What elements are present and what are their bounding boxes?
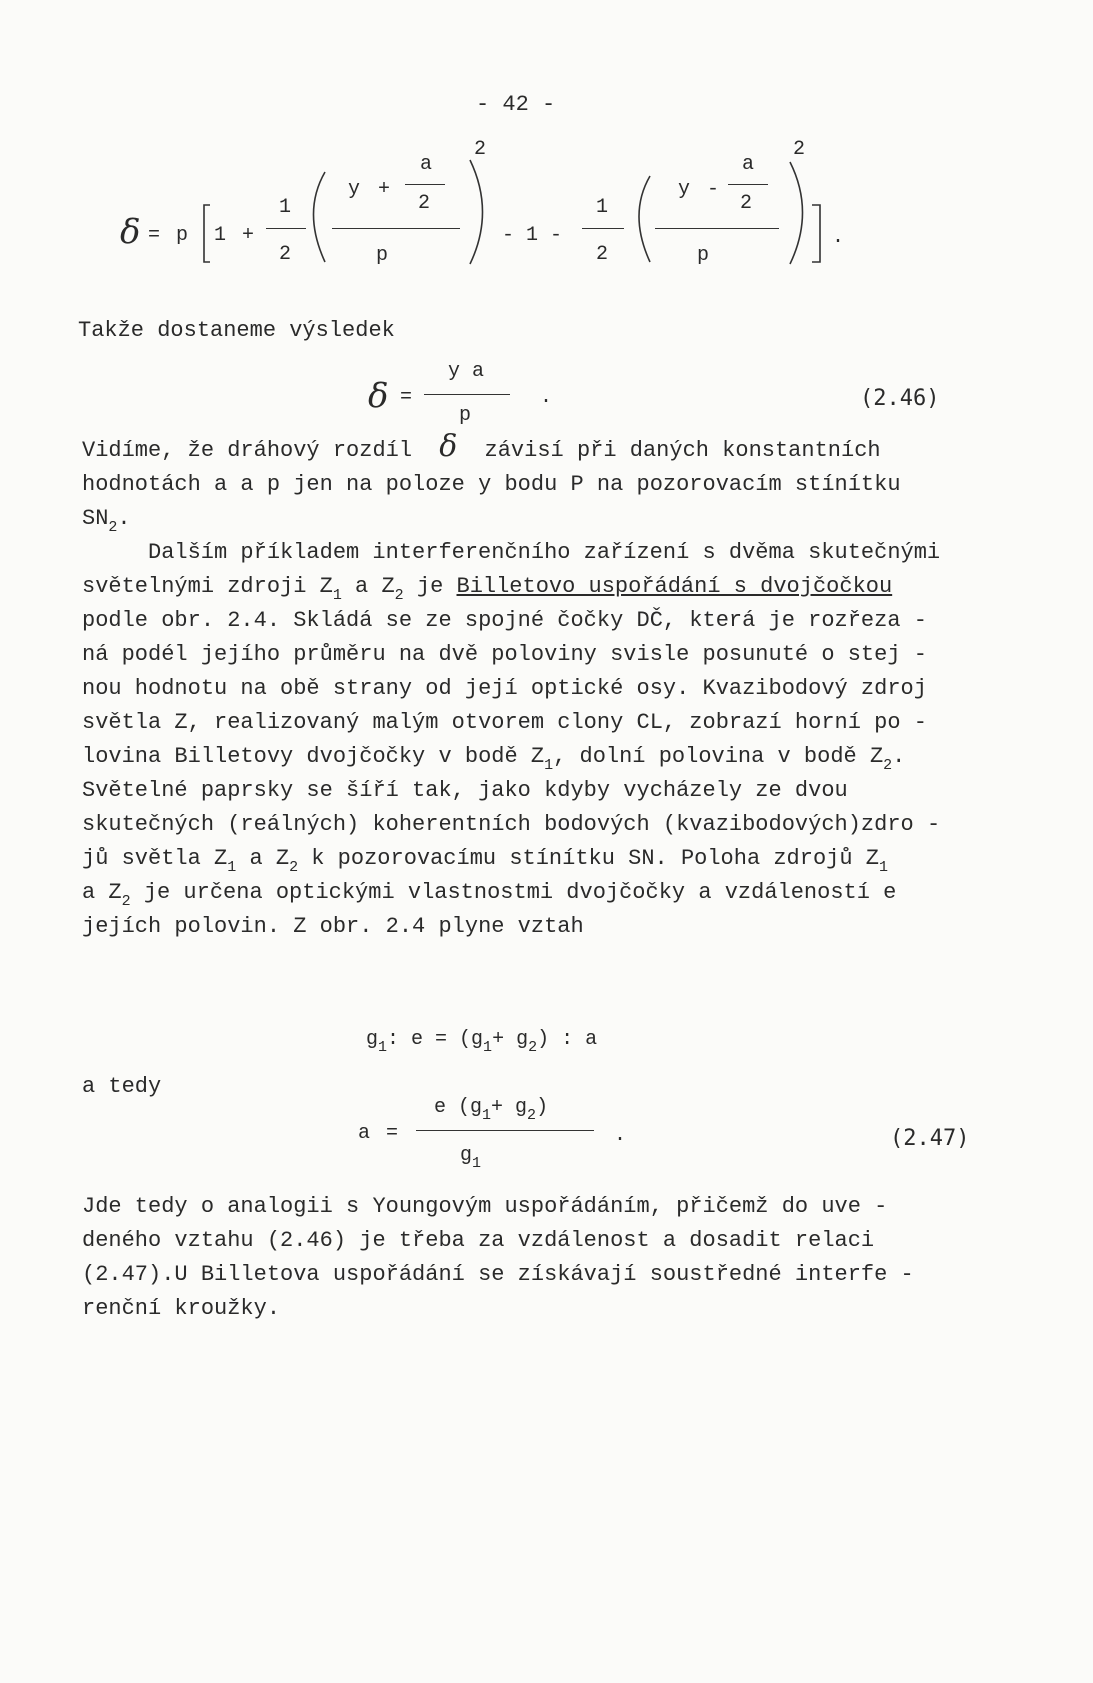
para2-line10c: k pozorovacímu stínítku SN. Poloha zdrojů Z (298, 846, 879, 871)
equation-brackets (0, 0, 1093, 300)
denominator-246: p (459, 404, 472, 427)
para1-line1b: závisí při daných konstantních (484, 438, 881, 463)
para2-line7c: . (892, 744, 906, 769)
equation-label-247: (2.47) (890, 1126, 970, 1151)
equation-ratio (366, 1028, 598, 1056)
para2-line7a: lovina Billetovy dvojčočky v bodě Z (82, 744, 545, 769)
half2-denominator: 2 (596, 243, 609, 266)
para2-line8: Světelné paprsky se šíří tak, jako kdyby vycházely ze dvou (82, 778, 848, 803)
delta-symbol: δ (120, 212, 141, 252)
num-247-sub1: 1 (482, 1107, 492, 1124)
half-denominator: 2 (279, 243, 292, 266)
num-247-plus: + g (491, 1096, 528, 1119)
para1-line2: hodnotách a a p jen na poloze y bodu P na pozorovacím stínítku (82, 472, 901, 497)
paragraph-1 (82, 430, 1042, 536)
para2-line10a: jů světla Z (82, 846, 228, 871)
ratio-sub2: 2 (528, 1039, 538, 1056)
para3-line4: renční kroužky. (82, 1296, 281, 1321)
ratio-rest: : e = (g (387, 1028, 484, 1051)
half-fraction-bar (266, 228, 306, 229)
exponent-2: 2 (793, 138, 806, 161)
para1-line3: SN (82, 506, 109, 531)
para2-line7-sub1: 1 (544, 757, 554, 774)
para2-line2b: a Z (341, 574, 395, 599)
den-247-g: g (460, 1144, 473, 1167)
para2-line9: skutečných (reálných) koherentních bodových (kvazibodových)zdro - (82, 812, 941, 837)
numerator-246: y a (448, 360, 485, 383)
num-247-end: ) (536, 1096, 549, 1119)
var-a: a (420, 153, 433, 176)
var-y: y (348, 178, 361, 201)
page-number: - 42 - (476, 92, 556, 117)
para2-line2a: světelnými zdroji Z (82, 574, 333, 599)
var-a-247: a (358, 1122, 371, 1145)
fraction-bar-246 (424, 394, 510, 395)
para3-line2: deného vztahu (2.46) je třeba za vzdálenost a dosadit relaci (82, 1228, 875, 1253)
delta-symbol-246: δ (368, 376, 389, 416)
para1-line3-sub: 2 (108, 519, 118, 536)
para2-line11a: a Z (82, 880, 122, 905)
ratio-plus: + g (492, 1028, 529, 1051)
minus-inner: - (707, 178, 720, 201)
exponent-1: 2 (474, 138, 487, 161)
ratio-g1-sub: 1 (378, 1039, 388, 1056)
denominator-247 (460, 1144, 482, 1172)
ratio-sub1: 1 (483, 1039, 493, 1056)
equals-sign: = (148, 224, 161, 247)
p-denominator: p (376, 244, 389, 267)
dot-247: . (614, 1124, 627, 1147)
para2-line10b: a Z (236, 846, 290, 871)
dot-246: . (540, 386, 553, 409)
numerator-247 (434, 1096, 549, 1124)
minus-one-minus: - 1 - (502, 224, 563, 247)
billetovo-underlined: Billetovo uspořádání s dvojčočkou (456, 574, 893, 599)
para2-line12: jejích polovin. Z obr. 2.4 plyne vztah (82, 914, 584, 939)
half2-numerator: 1 (596, 196, 609, 219)
para1-line3-end: . (117, 506, 131, 531)
para2-line5: nou hodnotu na obě strany od její optické osy. Kvazibodový zdroj (82, 676, 927, 701)
text-a-tedy: a tedy (82, 1074, 162, 1099)
equals-247: = (386, 1122, 399, 1145)
para2-line2c: je (403, 574, 457, 599)
a-half-bar (405, 184, 445, 185)
var-a2: a (742, 153, 755, 176)
para2-line7-sub2: 2 (883, 757, 893, 774)
num-247-a: e (g (434, 1096, 483, 1119)
a2-half-bar (728, 184, 768, 185)
para2-line1: Dalším příkladem interferenčního zařízení s dvěma skutečnými (148, 540, 941, 565)
para2-line11b: je určena optickými vlastnostmi dvojčočky a vzdáleností e (130, 880, 897, 905)
plus-inner: + (378, 178, 391, 201)
den-247-sub: 1 (472, 1155, 482, 1172)
para3-line1: Jde tedy o analogii s Youngovým uspořádáním, přičemž do uve - (82, 1194, 888, 1219)
a-half-den: 2 (418, 192, 431, 215)
num-247-sub2: 2 (527, 1107, 537, 1124)
para2-line6: světla Z, realizovaný malým otvorem clony CL, zobrazí horní po - (82, 710, 927, 735)
paragraph-2 (82, 536, 1042, 944)
term-one: 1 (214, 224, 227, 247)
main-fraction-bar-2 (655, 228, 779, 229)
plus-sign: + (242, 224, 255, 247)
para2-line3: podle obr. 2.4. Skládá se ze spojné čočky DČ, která je rozřeza - (82, 608, 927, 633)
para2-line10-sub3: 1 (878, 859, 888, 876)
paragraph-3 (82, 1190, 1042, 1326)
para1-line1a: Vidíme, že dráhový rozdíl (82, 438, 413, 463)
fraction-bar-247 (416, 1130, 594, 1131)
var-p: p (176, 224, 189, 247)
ratio-g1: g (366, 1028, 379, 1051)
para2-line2-sub1: 1 (332, 587, 342, 604)
equation-end-dot: . (832, 226, 845, 249)
var-y2: y (678, 178, 691, 201)
para2-line7b: , dolní polovina v bodě Z (553, 744, 884, 769)
text-takze: Takže dostaneme výsledek (78, 318, 395, 343)
equals-246: = (400, 386, 413, 409)
para2-line10-sub1: 1 (227, 859, 237, 876)
para2-line10-sub2: 2 (289, 859, 299, 876)
para2-line11-sub: 2 (121, 893, 131, 910)
a2-half-den: 2 (740, 192, 753, 215)
para2-line4: ná podél jejího průměru na dvě poloviny svisle posunuté o stej - (82, 642, 927, 667)
half-numerator: 1 (279, 196, 292, 219)
para2-line2-sub2: 2 (394, 587, 404, 604)
p-denominator-2: p (697, 244, 710, 267)
half2-fraction-bar (582, 228, 624, 229)
para3-line3: (2.47).U Billetova uspořádání se získávají soustředné interfe - (82, 1262, 914, 1287)
main-fraction-bar-1 (332, 228, 460, 229)
ratio-end: ) : a (537, 1028, 598, 1051)
equation-label-246: (2.46) (860, 386, 940, 411)
delta-inline: δ (439, 429, 458, 464)
